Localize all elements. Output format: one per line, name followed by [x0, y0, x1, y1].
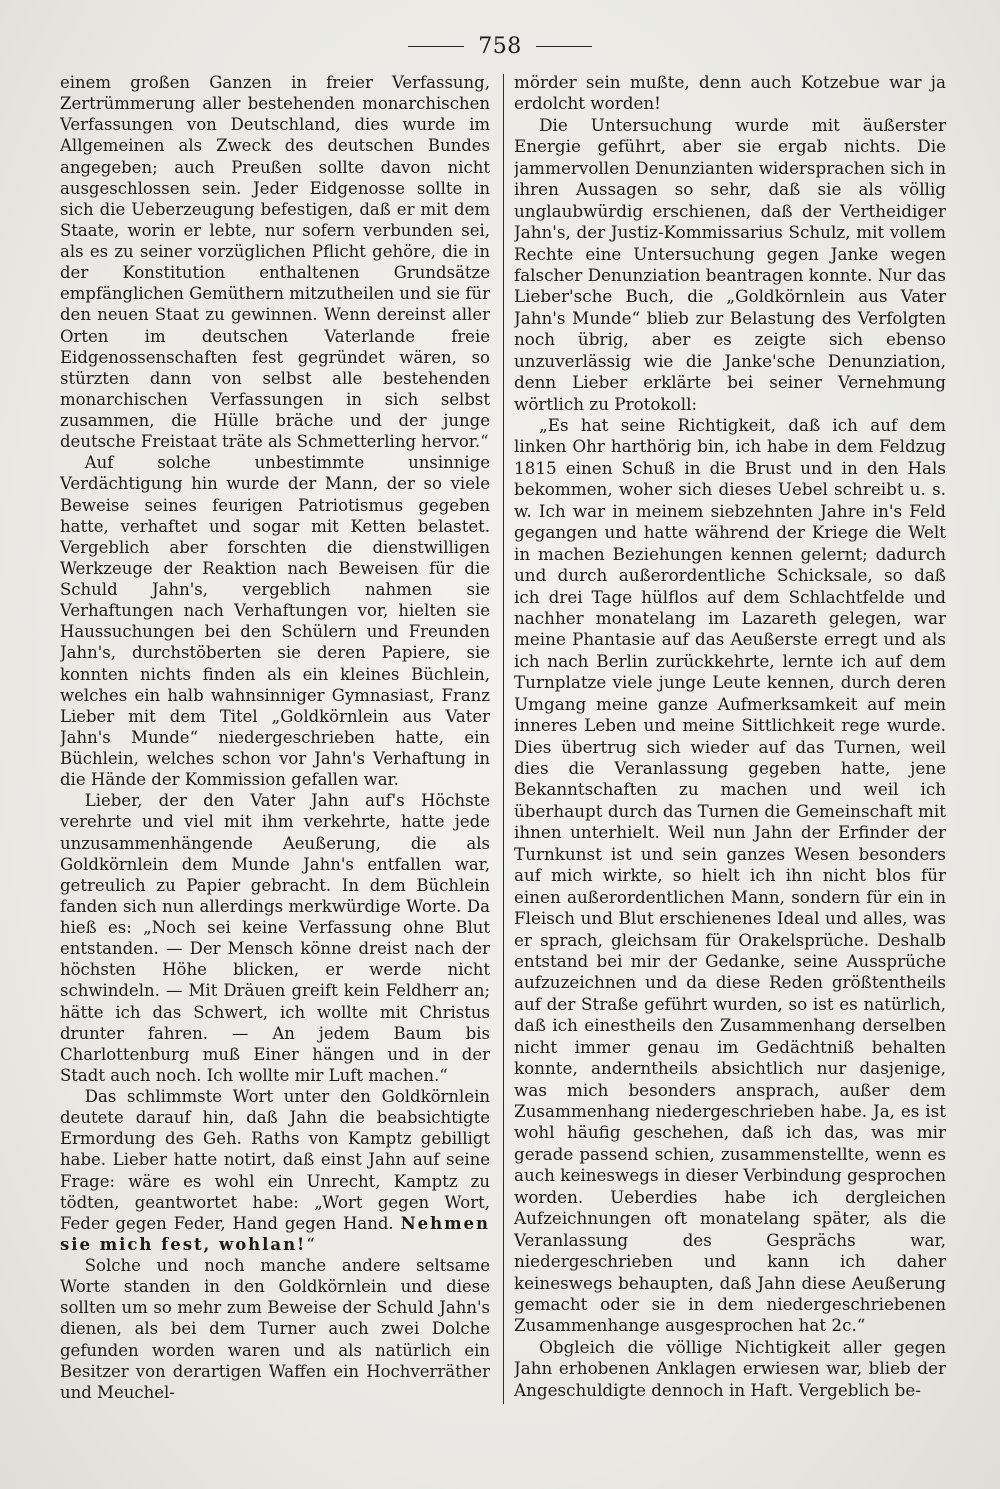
paragraph-text: Auf solche unbestimmte unsinnige Verdächtigung hin wurde der Mann, der so viele Beweise seines feurigen Patriotismus gegeben hatte, verhaftet und sogar mit Ketten belastet. Vergeblich aber forschten die dienstwilligen Werkzeuge der Reaktion nach Beweisen für die Schuld Jahn's, vergeblich nahmen sie Verhaftungen nach Verhaftungen vor, hielten sie Haussuchungen bei den Schülern und Freunden Jahn's, durchstöberten sie deren Papiere, sie konnten nichts finden als ein kleines Büchlein, welches ein halb wahnsinniger Gymnasiast, Franz Lieber mit dem Titel „Goldkörnlein aus Vater Jahn's Munde“ niedergeschrieben hatte, ein Büchlein, welches schon vor Jahn's Verhaftung in die Hände der Kommission gefallen war. — [60, 453, 490, 790]
paragraph-text: „Es hat seine Richtigkeit, daß ich auf dem linken Ohr harthörig bin, ich habe in dem Feldzug 1815 einen Schuß in die Brust und in den Hals bekommen, woher sich dieses Uebel schreibt u. s. w. Ich war in meinem siebzehnten Jahre in's Feld gegangen und hatte während der Kriege die Welt in machen Beziehungen kennen gelernt; dadurch und durch außerordentliche Schicksale, so daß ich drei Tage hülflos auf dem Schlachtfelde und nachher monatelang im Lazareth gelegen, war meine Phantasie auf das Aeußerste erregt und als ich nach Berlin zurückkehrte, lernte ich auf dem Turnplatze viele junge Leute kennen, durch deren Umgang meine ganze Aufmerksamkeit auf mein inneres Leben und meine Sittlichkeit rege wurde. Dies übertrug sich wieder auf das Turnen, weil dies die Veranlassung gegeben hatte, jene Bekanntschaften zu machen und weil ich überhaupt durch das Turnen die Gemeinschaft mit ihnen unterhielt. Weil nun Jahn der Erfinder der Turnkunst ist und sein ganzes Wesen besonders auf mich wirkte, so hielt ich ihn nicht blos für einen außerordentlichen Mann, sondern für ein in Fleisch und Blut erschienenes Ideal und alles, was er sprach, gleichsam für Orakelsprüche. Deshalb entstand bei mir der Gedanke, seine Aussprüche aufzuzeichnen und da diese Reden größtentheils auf der Straße geführt wurden, so ist es natürlich, daß ich einestheils den Zusammenhang derselben nicht immer genau im Gedächtniß behalten konnte, anderntheils absichtlich nur dasjenige, was mich besonders ansprach, außer dem Zusammenhang niedergeschrieben habe. Ja, es ist wohl häufig geschehen, daß ich das, was mir gerade passend schien, zusammenstellte, wenn es auch keineswegs in dieser Verbindung gesprochen worden. Ueberdies habe ich dergleichen Aufzeichnungen oft monatelang später, als die Veranlassung des Gesprächs war, niedergeschrieben und kann ich daher keineswegs behaupten, daß Jahn diese Aeußerung gemacht oder sie in dem niedergeschriebenen Zusammenhange ausgesprochen hat 2c.“ — [514, 415, 946, 1336]
paragraph-text: Die Untersuchung wurde mit äußerster Energie geführt, aber sie ergab nichts. Die jammervollen Denunzianten widersprachen sich in ihren Aussagen so sehr, daß sie als völlig unglaubwürdig erschienen, daß der Vertheidiger Jahn's, der Justiz-Kommissarius Schulz, mit vollem Rechte eine Untersuchung gegen Janke wegen falscher Denunziation beantragen konnte. Nur das Lieber'sche Buch, die „Goldkörnlein aus Vater Jahn's Munde“ blieb zur Belastung des Verfolgten noch übrig, aber es zeigte sich ebenso unzuverlässig wie die Janke'sche Denunziation, denn Lieber erklärte bei seiner Vernehmung wörtlich zu Protokoll: — [514, 114, 946, 414]
paragraph — [60, 1086, 490, 1255]
paragraph — [60, 1255, 490, 1403]
header-rule-left — [408, 46, 464, 47]
paragraph — [60, 790, 490, 1086]
header-rule-right — [536, 46, 592, 47]
paragraph-text: Lieber, der den Vater Jahn auf's Höchste verehrte und viel mit ihm verkehrte, hatte jede unzusammenhängende Aeußerung, die als Goldkörnlein dem Munde Jahn's entfallen war, getreulich zu Papier gebracht. In dem Büchlein fanden sich nun allerdings merkwürdige Worte. Da hieß es: „Noch sei keine Verfassung ohne Blut entstanden. — Der Mensch könne dreist nach der höchsten Höhe blicken, er werde nicht schwindeln. — Mit Dräuen greift kein Feldherr an; hätte ich das Schwert, ich wollte mit Christus drunter fahren. — An jedem Baum bis Charlottenburg muß Einer hängen und in der Stadt auch noch. Ich wollte mir Luft machen.“ — [60, 791, 490, 1085]
right-column — [514, 72, 946, 1407]
paragraph-text: Das schlimmste Wort unter den Goldkörnlein deutete darauf hin, daß Jahn die beabsichtigte Ermordung des Geh. Raths von Kamptz gebilligt habe. Lieber hatte notirt, daß einst Jahn auf seine Frage: wäre es wohl ein Unrecht, Kamptz zu tödten, geantwortet habe: „Wort gegen Wort, Feder gegen Feder, Hand gegen Hand. — [60, 1087, 490, 1233]
paragraph-text: Solche und noch manche andere seltsame Worte standen in den Goldkörnlein und diese sollten um so mehr zum Beweise der Schuld Jahn's dienen, als bei dem Turner auch zwei Dolche gefunden worden waren und als natürlich ein Besitzer von derartigen Waffen ein Hochverräther und Meuchel- — [60, 1256, 490, 1402]
paragraph-text-end: “ — [306, 1234, 315, 1254]
paragraph — [514, 415, 946, 1337]
paragraph-text: einem großen Ganzen in freier Verfassung, Zertrümmerung aller bestehenden monarchischen Verfassungen von Deutschland, dies wurde im Allgemeinen als Zweck des deutschen Bundes angegeben; auch Preußen sollte davon nicht ausgeschlossen sein. Jeder Eidgenosse sollte in sich die Ueberzeugung befestigen, daß er mit dem Staate, worin er lebte, nur sofern verbunden sei, als es zu seiner vorzüglichen Pflicht gehöre, die in der Konstitution enthaltenen Grundsätze empfänglichen Gemüthern mitzutheilen und sie für den neuen Staat zu gewinnen. Wenn dereinst aller Orten im deutschen Vaterlande freie Eidgenossenschaften fest gegründet wären, so stürzten dann von selbst alle bestehenden monarchischen Verfassungen in sich selbst zusammen, die Hülle bräche und der junge deutsche Freistaat träte als Schmetterling hervor.“ — [60, 73, 490, 452]
paragraph — [60, 452, 490, 790]
left-column — [60, 72, 490, 1407]
paragraph-text: mörder sein mußte, denn auch Kotzebue war ja erdolcht worden! — [514, 72, 946, 114]
column-divider — [503, 74, 504, 1404]
paragraph-continued — [60, 72, 490, 452]
paragraph — [514, 115, 946, 415]
paragraph-continued — [514, 72, 946, 115]
paragraph — [514, 1337, 946, 1401]
page-header — [0, 26, 1000, 66]
emphasized-text: Nehmen sie mich fest, wohlan! — [60, 1213, 490, 1254]
page-number: 758 — [478, 33, 522, 59]
paragraph-text: Obgleich die völlige Nichtigkeit aller gegen Jahn erhobenen Anklagen erwiesen war, blieb der Angeschuldigte dennoch in Haft. Vergeblich be- — [514, 1336, 946, 1400]
